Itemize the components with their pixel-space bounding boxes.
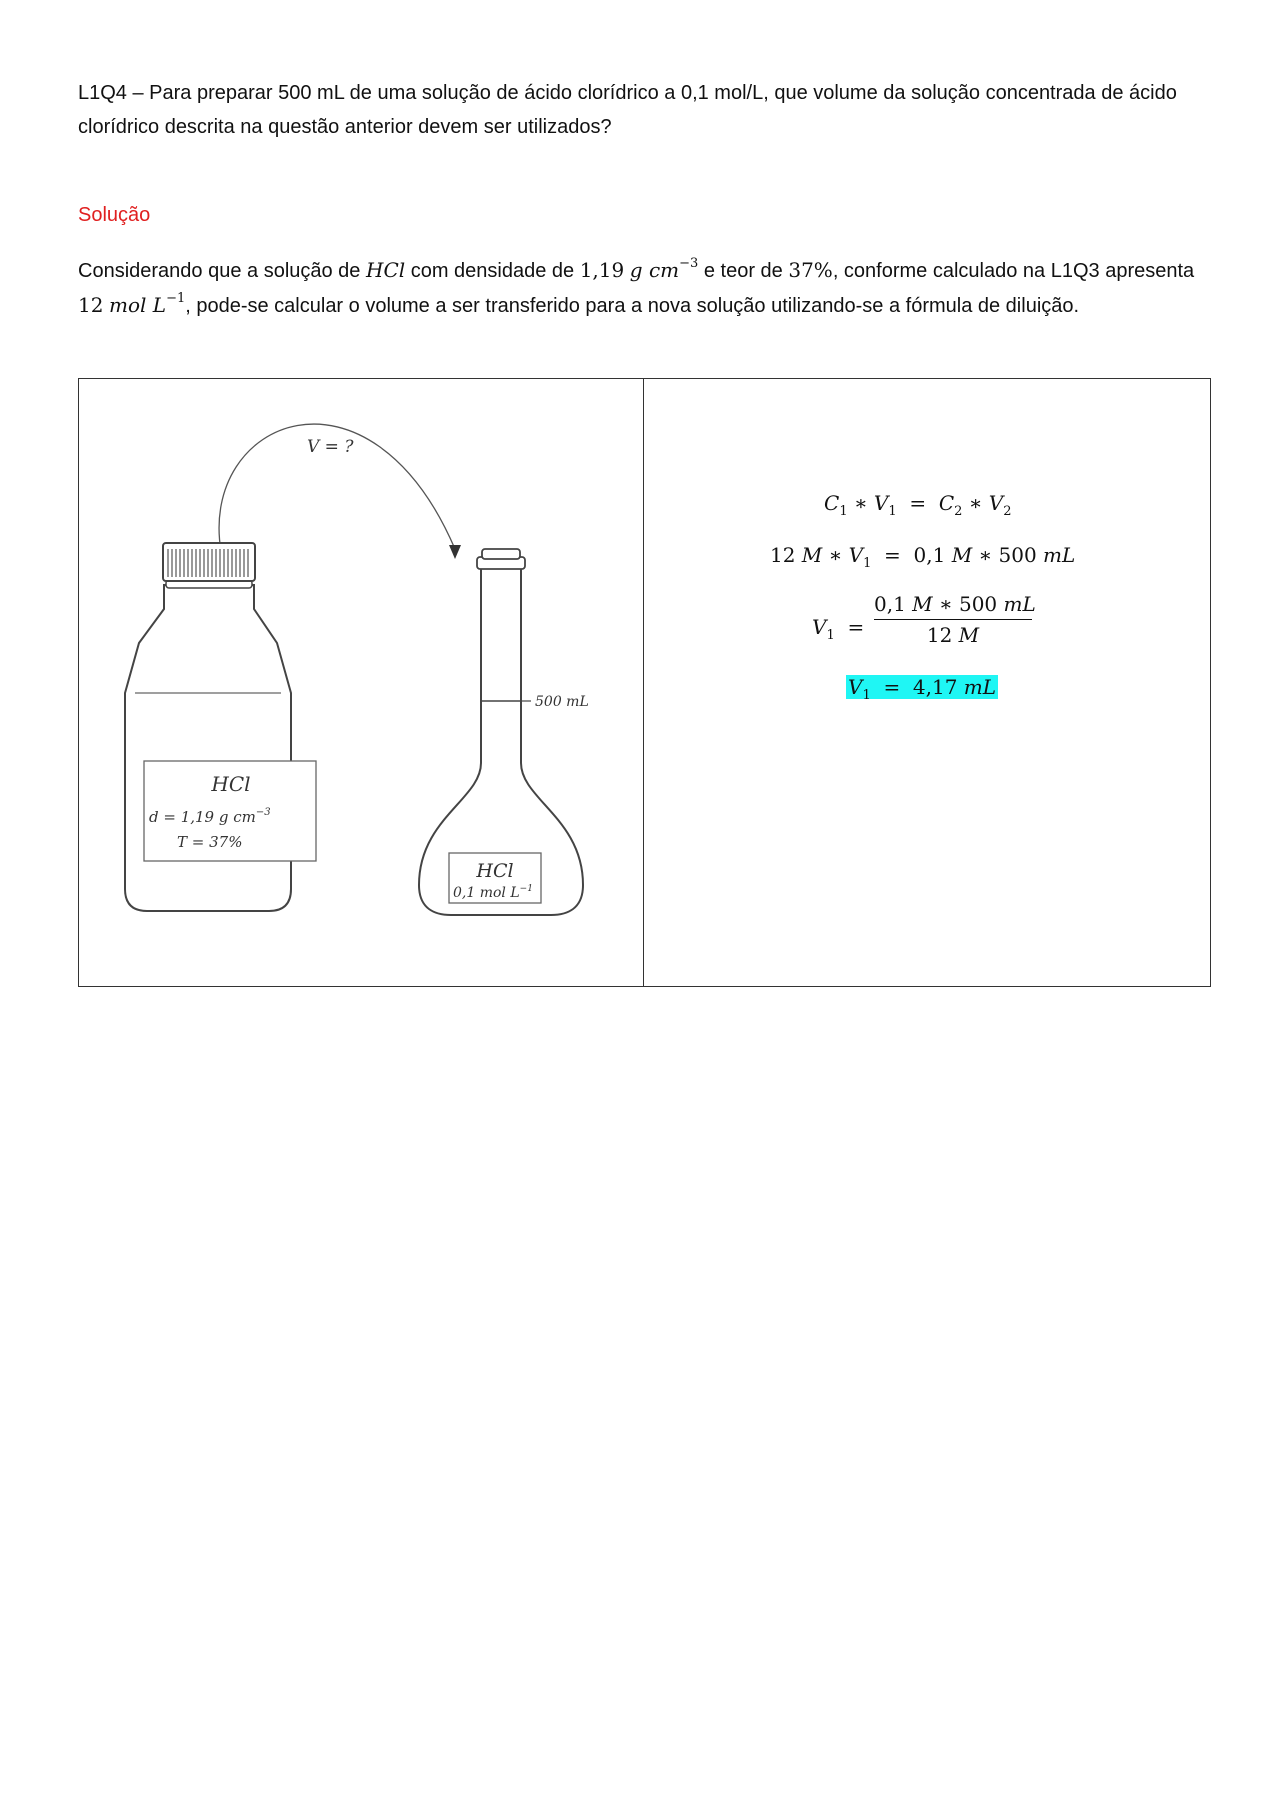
intro-text-4: , conforme calculado na L1Q3 apresenta <box>832 260 1195 282</box>
flask-volume-mark: 500 mL <box>535 694 589 710</box>
arrow-label: V = ? <box>307 437 354 457</box>
bottle-label-density: d = 1,19 g $cm^{-3}$ <box>149 807 271 826</box>
intro-density-value: 1,19 <box>579 258 625 282</box>
intro-text-1: Considerando que a solução de <box>78 260 366 282</box>
calculation-cell <box>644 379 1210 986</box>
reagent-bottle <box>125 543 316 911</box>
intro-concentration-unit: mol L <box>109 293 167 317</box>
intro-text-2: com densidade de <box>405 260 580 282</box>
fraction <box>874 592 1036 647</box>
flask-label-formula: HCl <box>476 860 514 882</box>
intro-concentration-exponent: −1 <box>166 291 186 307</box>
illustration-cell <box>79 379 644 986</box>
highlighted-result: $V_1 = 4,17$ mL <box>848 675 997 703</box>
intro-density-exponent: −3 <box>679 256 699 272</box>
fraction-denominator: 12 M <box>926 623 980 647</box>
flask-label-concentration-exponent: −1 <box>519 884 533 894</box>
intro-hcl: HCl <box>366 258 406 282</box>
bottle-label-density-exponent: −3 <box>255 807 271 818</box>
intro-text-5: , pode-se calcular o volume a ser transferido para a nova solução utilizando-se a fórmula de diluição. <box>185 295 1080 317</box>
intro-concentration-value: 12 <box>78 293 104 317</box>
intro-density-unit: g cm <box>629 258 680 282</box>
question-text: L1Q4 – Para preparar 500 mL de uma solução de ácido clorídrico a 0,1 mol/L, que volume da solução concentrada de ácido clorídrico descrita na questão anterior devem ser utilizados? <box>78 82 1177 138</box>
substituted-equation: 12 M ∗ $V_1 = 0,1$ M ∗ 500 mL <box>770 543 1076 571</box>
intro-paragraph <box>78 253 1213 323</box>
fraction-numerator: 0,1 M ∗ 500 mL <box>874 592 1032 620</box>
intro-text-3: e teor de <box>698 260 789 282</box>
dilution-illustration <box>79 379 643 985</box>
isolated-variable: $V_1$ = <box>812 615 865 643</box>
dilution-formula: $C_1$ ∗ $V_1 = C_2$ ∗ $V_2$ <box>824 491 1012 519</box>
solution-heading: Solução <box>78 204 151 226</box>
bottle-label-formula: HCl <box>211 772 251 796</box>
figure-table <box>78 378 1211 987</box>
arrow-head-icon <box>449 545 461 559</box>
flask-label-concentration: 0,1 mol $L^{-1}$ <box>453 884 533 901</box>
intro-percent: 37% <box>788 258 833 282</box>
bottle-label-content: T = 37% <box>177 833 243 851</box>
